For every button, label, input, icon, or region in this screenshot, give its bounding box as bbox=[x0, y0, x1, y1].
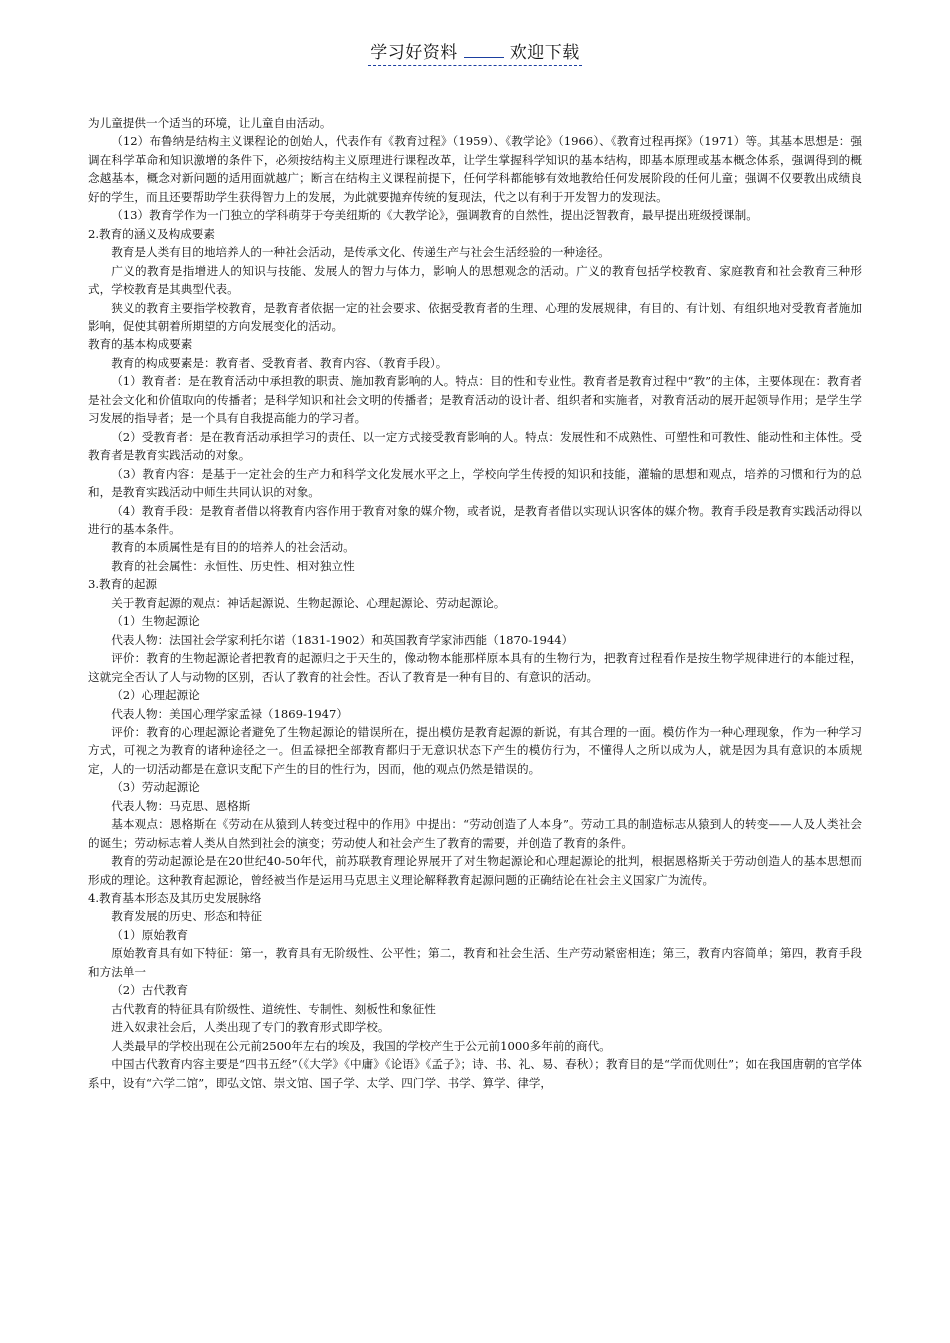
body-paragraph: 代表人物：马克思、恩格斯 bbox=[111, 798, 251, 813]
section-heading: 教育的基本构成要素 bbox=[88, 337, 193, 352]
header-divider bbox=[464, 47, 504, 58]
body-paragraph: （1）原始教育 bbox=[111, 927, 189, 942]
body-paragraph: 古代教育的特征具有阶级性、道统性、专制性、刻板性和象征性 bbox=[111, 1001, 436, 1016]
body-paragraph: （4）教育手段：是教育者借以将教育内容作用于教育对象的媒介物，或者说，是教育者借以实现认识客体的媒介物。教育手段是教育实践活动得以进行的基本条件。 bbox=[88, 503, 862, 536]
body-paragraph: （2）心理起源论 bbox=[111, 688, 200, 703]
body-paragraph: 教育的劳动起源论是在20世纪40-50年代，前苏联教育理论界展开了对生物起源论和心理起源论的批判，根据恩格斯关于劳动创造人的基本思想而形成的理论。这种教育起源论，曾经被当作是运用马克思主义理论解释教育起源问题的正确结论在社会主义国家广为流传。 bbox=[88, 854, 862, 887]
document-body bbox=[88, 114, 862, 1092]
body-paragraph: 基本观点：恩格斯在《劳动在从猿到人转变过程中的作用》中提出：“劳动创造了人本身”。劳动工具的制造标志从猿到人的转变——人及人类社会的诞生；劳动标志着人类从自然到社会的演变；劳动使人和社会产生了教育的需要，并创造了教育的条件。 bbox=[88, 817, 862, 850]
body-paragraph: 人类最早的学校出现在公元前2500年左右的埃及，我国的学校产生于公元前1000多年前的商代。 bbox=[111, 1038, 611, 1053]
body-paragraph: 狭义的教育主要指学校教育，是教育者依据一定的社会要求、依据受教育者的生理、心理的发展规律，有目的、有计划、有组织地对受教育者施加影响，促使其朝着所期望的方向发展变化的活动。 bbox=[88, 300, 862, 333]
body-paragraph: 教育的构成要素是：教育者、受教育者、教育内容、（教育手段）。 bbox=[111, 355, 448, 370]
body-paragraph: 原始教育具有如下特征：第一，教育具有无阶级性、公平性；第二，教育和社会生活、生产劳动紧密相连；第三，教育内容简单；第四，教育手段和方法单一 bbox=[88, 946, 862, 979]
body-paragraph: （1）教育者：是在教育活动中承担教的职责、施加教育影响的人。特点：目的性和专业性。教育者是教育过程中“教”的主体，主要体现在：教育者是社会文化和价值取向的传播者；是科学知识和社会文明的传播者；是教育活动的设计者、组织者和实施者，对教育活动的展开起领导作用；是学生学习发展的指导者；是一个具有自我提高能力的学习者。 bbox=[88, 374, 862, 426]
section-heading: 4.教育基本形态及其历史发展脉络 bbox=[88, 891, 262, 906]
body-paragraph: 教育发展的历史、形态和特征 bbox=[111, 909, 262, 924]
body-paragraph: 广义的教育是指增进人的知识与技能、发展人的智力与体力，影响人的思想观念的活动。广义的教育包括学校教育、家庭教育和社会教育三种形式，学校教育是其典型代表。 bbox=[88, 263, 862, 297]
body-paragraph: （3）劳动起源论 bbox=[111, 780, 200, 795]
body-paragraph: 代表人物：法国社会学家利托尔诺（1831-1902）和英国教育学家沛西能（1870-1944） bbox=[111, 632, 574, 647]
body-paragraph: 进入奴隶社会后，人类出现了专门的教育形式即学校。 bbox=[111, 1020, 390, 1035]
body-paragraph: （13）教育学作为一门独立的学科萌芽于夸美纽斯的《大教学论》，强调教育的自然性，提出泛智教育，最早提出班级授课制。 bbox=[111, 208, 758, 223]
section-heading: 为儿童提供一个适当的环境，让儿童自由活动。 bbox=[88, 116, 332, 130]
body-paragraph: 教育的社会属性：永恒性、历史性、相对独立性 bbox=[111, 558, 355, 573]
body-paragraph: （3）教育内容：是基于一定社会的生产力和科学文化发展水平之上，学校向学生传授的知识和技能，灌输的思想和观点，培养的习惯和行为的总和，是教育实践活动中师生共同认识的对象。 bbox=[88, 466, 862, 500]
body-paragraph: 评价：教育的心理起源论者避免了生物起源论的错误所在，提出模仿是教育起源的新说，有其合理的一面。模仿作为一种心理现象，作为一种学习方式，可视之为教育的诸种途径之一。但孟禄把全部教育都归于无意识状态下产生的模仿行为，不懂得人之所以成为人，就是因为具有意识的本质规定，人的一切活动都是在意识支配下产生的目的性行为，因而，他的观点仍然是错误的。 bbox=[88, 724, 862, 776]
body-paragraph: （12）布鲁纳是结构主义课程论的创始人，代表作有《教育过程》（1959）、《教学论》（1966）、《教育过程再探》（1971）等。其基本思想是：强调在科学革命和知识激增的条件下，必须按结构主义原理进行课程改革，让学生掌握科学知识的基本结构，即基本原理或基本概念体系，强调得到的概念越基本，概念对新问题的适用面就越广；断言在结构主义课程前提下，任何学科都能够有效地教给任何发展阶段的任何儿童；强调不仅要教出成绩良好的学生，而且还要帮助学生获得智力上的发展，为此就要抛弃传统的复现法，代之以有利于开发智力的发现法。 bbox=[88, 134, 862, 204]
body-paragraph: 关于教育起源的观点：神话起源说、生物起源论、心理起源论、劳动起源论。 bbox=[111, 595, 506, 610]
page-header bbox=[0, 38, 950, 66]
body-paragraph: （1）生物起源论 bbox=[111, 614, 200, 629]
header-banner bbox=[368, 38, 582, 66]
body-paragraph: 教育是人类有目的地培养人的一种社会活动，是传承文化、传递生产与社会生活经验的一种途径。 bbox=[111, 245, 610, 260]
body-paragraph: 中国古代教育内容主要是“四书五经”（《大学》《中庸》《论语》《孟子》；诗、书、礼、易、春秋）；教育目的是“学而优则仕”；如在我国唐朝的官学体系中，设有“六学二馆”，即弘文馆、崇文馆、国子学、太学、四门学、书学、算学、律学， bbox=[88, 1057, 862, 1090]
section-heading: 3.教育的起源 bbox=[88, 577, 158, 592]
body-paragraph: 教育的本质属性是有目的的培养人的社会活动。 bbox=[111, 540, 355, 555]
section-heading: 2.教育的涵义及构成要素 bbox=[88, 226, 215, 241]
header-left-text: 学习好资料 bbox=[370, 43, 458, 63]
body-paragraph: （2）受教育者：是在教育活动承担学习的责任、以一定方式接受教育影响的人。特点：发展性和不成熟性、可塑性和可教性、能动性和主体性。受教育者是教育实践活动的对象。 bbox=[88, 429, 862, 463]
header-right-text: 欢迎下载 bbox=[509, 43, 580, 63]
body-paragraph: 评价：教育的生物起源论者把教育的起源归之于天生的，像动物本能那样原本具有的生物行为，把教育过程看作是按生物学规律进行的本能过程，这就完全否认了人与动物的区别，否认了教育的社会性。否认了教育是一种有目的、有意识的活动。 bbox=[88, 651, 862, 684]
body-paragraph: （2）古代教育 bbox=[111, 983, 189, 998]
body-paragraph: 代表人物：美国心理学家孟禄（1869-1947） bbox=[111, 706, 349, 721]
